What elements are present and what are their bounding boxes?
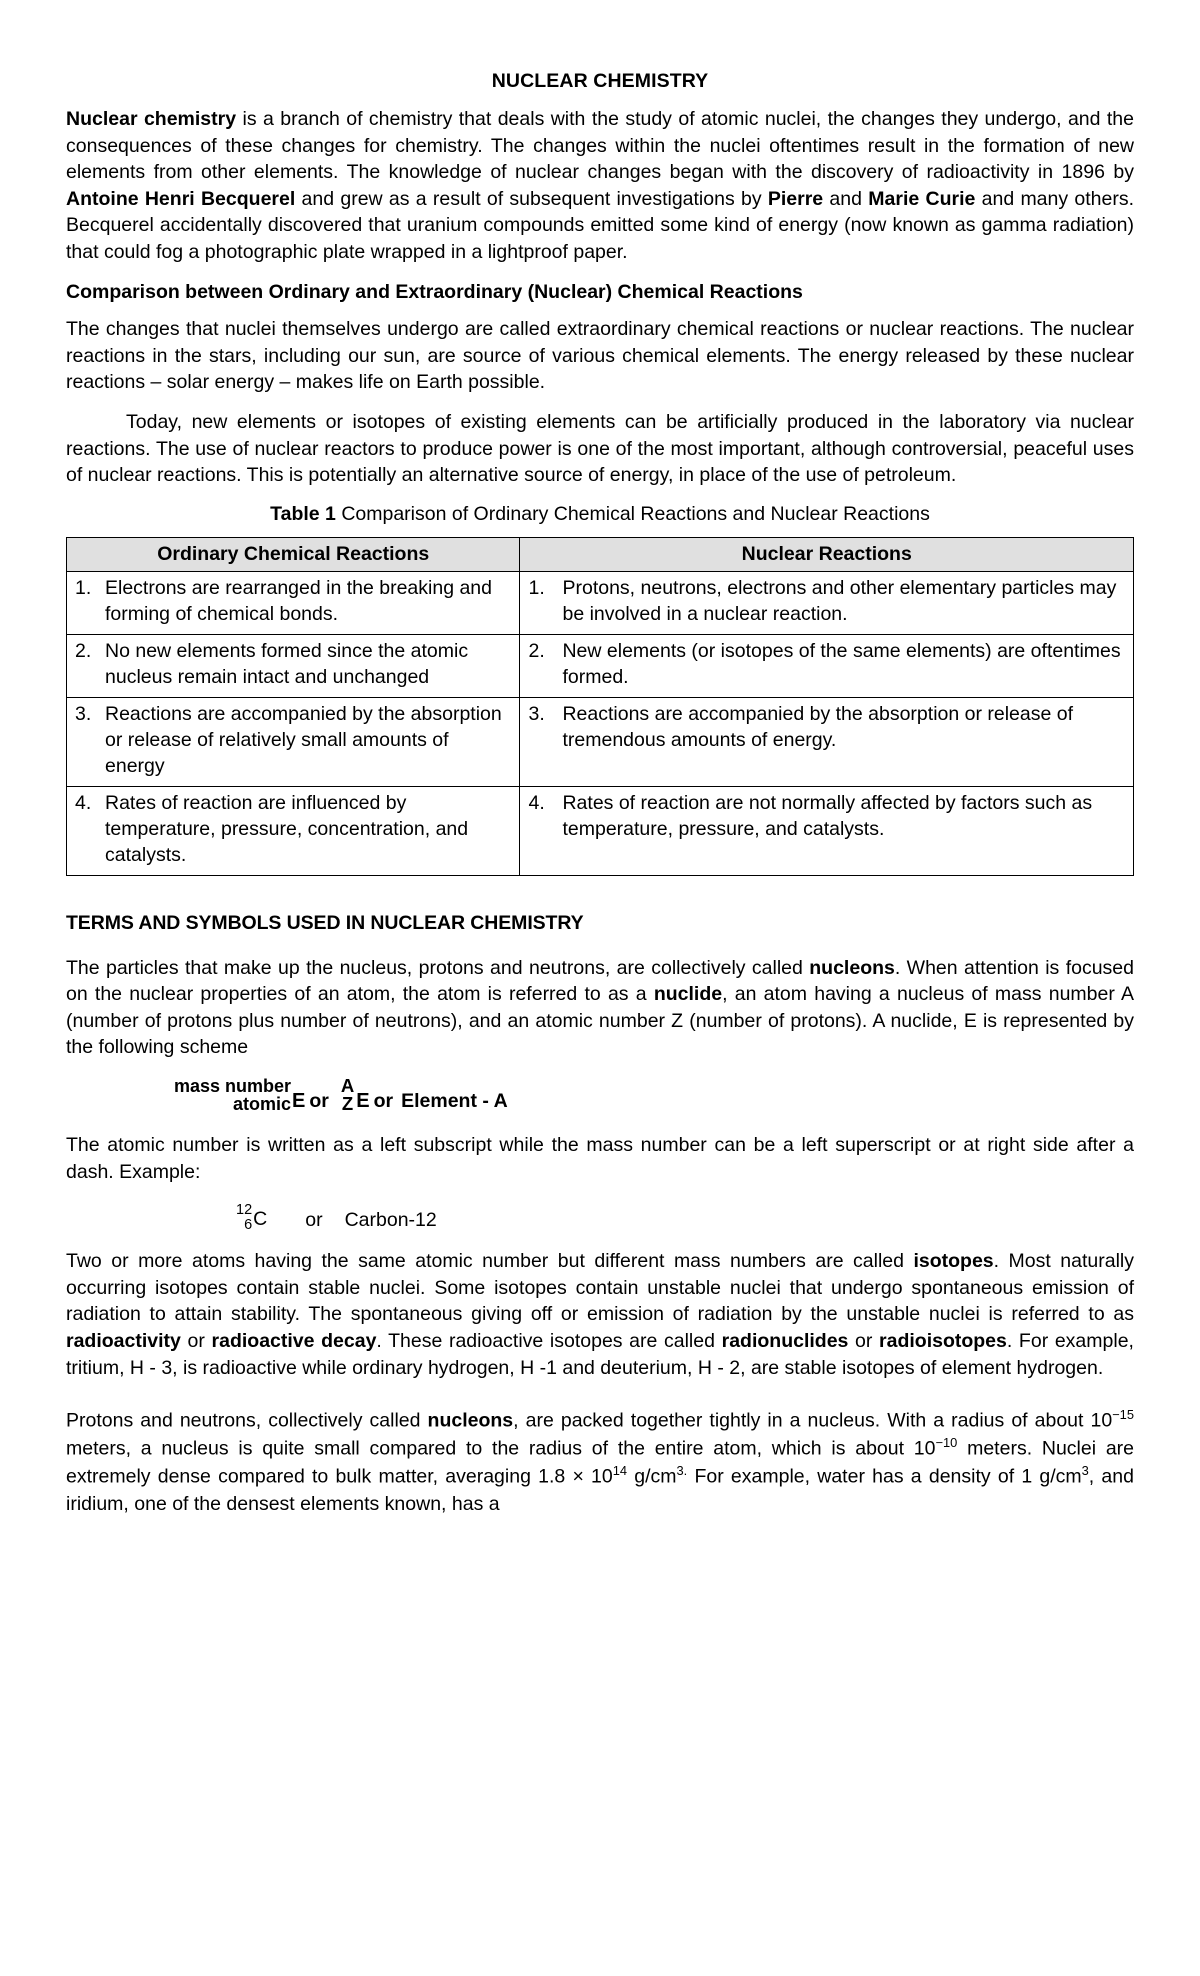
intro-text-2: and grew as a result of subsequent investigations by	[295, 187, 768, 210]
atomic-label: atomic	[233, 1094, 292, 1115]
isotopes-bold-radioactive-decay: radioactive decay	[211, 1330, 377, 1352]
row-number: 4.	[528, 791, 545, 814]
nucleons-bold-nucleons: nucleons	[809, 956, 895, 979]
paragraph-changes: The changes that nuclei themselves undergo are called extraordinary chemical reactions or nuclear reactions. The nuclear reactions in the stars, including our sun, are source of various chemical elements. The energy released by these nuclear reactions – solar energy – makes life on Earth possible.	[66, 318, 1134, 394]
formula-symbol-e-1: E	[292, 1089, 306, 1112]
isotopes-text-5: or	[848, 1330, 880, 1352]
row-number: 3.	[528, 702, 545, 725]
isotopes-bold-isotopes: isotopes	[913, 1250, 994, 1273]
exponent-3-period: 3.	[676, 1463, 688, 1479]
isotopes-bold-radionuclides: radionuclides	[721, 1330, 849, 1352]
cell-text: Reactions are accompanied by the absorption or release of relatively small amounts of energy	[105, 702, 502, 777]
isotope-example-carbon12	[66, 1203, 1134, 1232]
cell-text: Reactions are accompanied by the absorption or release of tremendous amounts of energy.	[562, 702, 1074, 751]
table-cell-ordinary-1	[67, 572, 520, 635]
table-caption	[66, 503, 1134, 526]
exponent-neg15: −15	[1112, 1407, 1134, 1423]
isotope-atomic-number: 6	[244, 1216, 253, 1233]
az-stack	[340, 1074, 355, 1115]
intro-text-3: and	[823, 187, 869, 210]
protons-text-4: meters. Nuclei are extremely dense compared to bulk matter, averaging 1.8 × 10	[66, 1437, 1135, 1488]
cell-text: Protons, neutrons, electrons and other elementary particles may be involved in a nuclear reaction.	[562, 577, 1117, 626]
protons-text-7: , and iridium, one of the densest elements known, has a	[66, 1465, 1134, 1515]
formula-element-a: Element - A	[401, 1089, 508, 1112]
table-row	[67, 697, 1134, 786]
isotope-mass-number: 12	[236, 1202, 253, 1219]
isotopes-text-1: Two or more atoms having the same atomic number but different mass numbers are called	[66, 1250, 914, 1273]
nucleons-text-1: The particles that make up the nucleus, protons and neutrons, are collectively called	[66, 956, 810, 979]
row-number: 2.	[75, 640, 92, 663]
comparison-heading: Comparison between Ordinary and Extraordinary (Nuclear) Chemical Reactions	[66, 280, 803, 303]
page-title: NUCLEAR CHEMISTRY	[491, 70, 709, 92]
table-cell-nuclear-3	[520, 697, 1134, 786]
terms-section-heading: TERMS AND SYMBOLS USED IN NUCLEAR CHEMISTRY	[66, 911, 584, 934]
table-header-ordinary: Ordinary Chemical Reactions	[67, 537, 520, 571]
nuclide-notation-formula	[66, 1074, 1134, 1115]
formula-symbol-e-2: E	[356, 1089, 370, 1112]
superscript-a: A	[340, 1074, 355, 1096]
table-row	[67, 635, 1134, 698]
intro-lead-bold: Nuclear chemistry	[66, 108, 237, 130]
paragraph-protons-neutrons	[66, 1406, 1134, 1517]
intro-paragraph	[66, 106, 1134, 266]
table-cell-nuclear-4	[520, 786, 1134, 875]
mass-atomic-label-stack	[174, 1077, 291, 1114]
row-number: 2.	[528, 640, 545, 663]
isotopes-text-4: . These radioactive isotopes are called	[376, 1330, 722, 1352]
intro-text-4: and many others. Becquerel accidentally discovered that uranium compounds emitted some kind of energy (now known as gamma radiation) that could fog a photographic plate wrapped in a lightproof paper.	[66, 187, 1135, 264]
cell-text: Rates of reaction are influenced by temperature, pressure, concentration, and catalysts.	[105, 791, 469, 866]
intro-bold-marie-curie: Marie Curie	[868, 187, 976, 210]
protons-text-3: meters, a nucleus is quite small compared to the radius of the entire atom, which is about 10	[66, 1437, 936, 1460]
table-cell-nuclear-2	[520, 635, 1134, 698]
exponent-3: 3	[1081, 1463, 1089, 1479]
protons-text-5: g/cm	[627, 1465, 677, 1488]
table-cell-ordinary-3	[67, 697, 520, 786]
protons-text-2: , are packed together tightly in a nucleus. With a radius of about 10	[513, 1409, 1113, 1432]
protons-text-6: For example, water has a density of 1 g/cm	[687, 1465, 1082, 1488]
table-caption-text: Comparison of Ordinary Chemical Reactions and Nuclear Reactions	[335, 502, 930, 525]
table-cell-ordinary-4	[67, 786, 520, 875]
nucleons-text-2: . When attention is focused on the nuclear properties of an atom, the atom is referred to as a	[66, 956, 1134, 1006]
row-number: 3.	[75, 702, 92, 725]
nucleons-text-3: , an atom having a nucleus of mass number A (number of protons plus number of neutrons), and an atomic number Z (number of protons). A nuclide, E is represented by the following scheme	[66, 983, 1134, 1059]
exponent-neg10: −10	[935, 1435, 958, 1451]
paragraph-nucleons-intro	[66, 955, 1134, 1061]
paragraph-isotopes	[66, 1248, 1134, 1381]
row-number: 1.	[528, 577, 545, 600]
intro-bold-pierre: Pierre	[767, 187, 824, 210]
table-cell-nuclear-1	[520, 572, 1134, 635]
formula-or-2: or	[373, 1089, 394, 1112]
isotopes-text-2: . Most naturally occurring isotopes contain stable nuclei. Some isotopes contain unstable nuclei that undergo spontaneous emission of radiation to attain stability. The spontaneous giving off or emission of radiation by the unstable nuclei is referred to as	[66, 1250, 1134, 1326]
intro-bold-becquerel: Antoine Henri Becquerel	[66, 187, 296, 210]
mass-number-label: mass number	[174, 1076, 292, 1097]
intro-text-1: is a branch of chemistry that deals with the study of atomic nuclei, the changes they undergo, and the consequences of these changes for chemistry. The changes within the nuclei oftentimes result in the formation of new elements from other elements. The knowledge of nuclear changes began with the discovery of radioactivity in 1896 by	[66, 108, 1134, 184]
nucleons-bold-nuclide: nuclide	[653, 983, 723, 1006]
isotope-number-stack	[236, 1203, 252, 1232]
isotopes-bold-radioisotopes: radioisotopes	[879, 1330, 1007, 1352]
cell-text: New elements (or isotopes of the same elements) are oftentimes formed.	[562, 640, 1121, 689]
table-row	[67, 572, 1134, 635]
isotope-name: Carbon-12	[344, 1209, 437, 1232]
formula-or-1: or	[309, 1089, 329, 1112]
row-number: 1.	[75, 577, 92, 600]
table-cell-ordinary-2	[67, 635, 520, 698]
isotopes-bold-radioactivity: radioactivity	[66, 1330, 181, 1352]
cell-text: Electrons are rearranged in the breaking and forming of chemical bonds.	[105, 577, 492, 626]
isotope-or: or	[305, 1209, 323, 1232]
cell-text: Rates of reaction are not normally affected by factors such as temperature, pressure, and catalysts.	[562, 791, 1093, 840]
cell-text: No new elements formed since the atomic nucleus remain intact and unchanged	[105, 640, 469, 689]
isotopes-text-6: . For example, tritium, H - 3, is radioactive while ordinary hydrogen, H -1 and deuterium, H - 2, are stable isotopes of element hydrogen.	[66, 1330, 1134, 1379]
exponent-14: 14	[612, 1463, 628, 1479]
protons-text-1: Protons and neutrons, collectively called	[66, 1409, 428, 1432]
paragraph-atomic-number: The atomic number is written as a left subscript while the mass number can be a left superscript or at right side after a dash. Example:	[66, 1133, 1134, 1183]
isotope-symbol: C	[253, 1208, 268, 1231]
comparison-table	[66, 537, 1134, 876]
table-row	[67, 786, 1134, 875]
isotopes-text-3: or	[180, 1330, 212, 1352]
table-header-nuclear: Nuclear Reactions	[520, 537, 1134, 571]
table-header-row	[67, 537, 1134, 571]
subscript-z: Z	[341, 1093, 354, 1115]
table-caption-label: Table 1	[270, 502, 336, 525]
row-number: 4.	[75, 791, 92, 814]
paragraph-today: Today, new elements or isotopes of existing elements can be artificially produced in the laboratory via nuclear reactions. The use of nuclear reactors to produce power is one of the most important, although controversial, peaceful uses of nuclear reactions. This is potentially an alternative source of energy, in place of the use of petroleum.	[66, 411, 1134, 487]
protons-bold-nucleons: nucleons	[427, 1409, 514, 1432]
